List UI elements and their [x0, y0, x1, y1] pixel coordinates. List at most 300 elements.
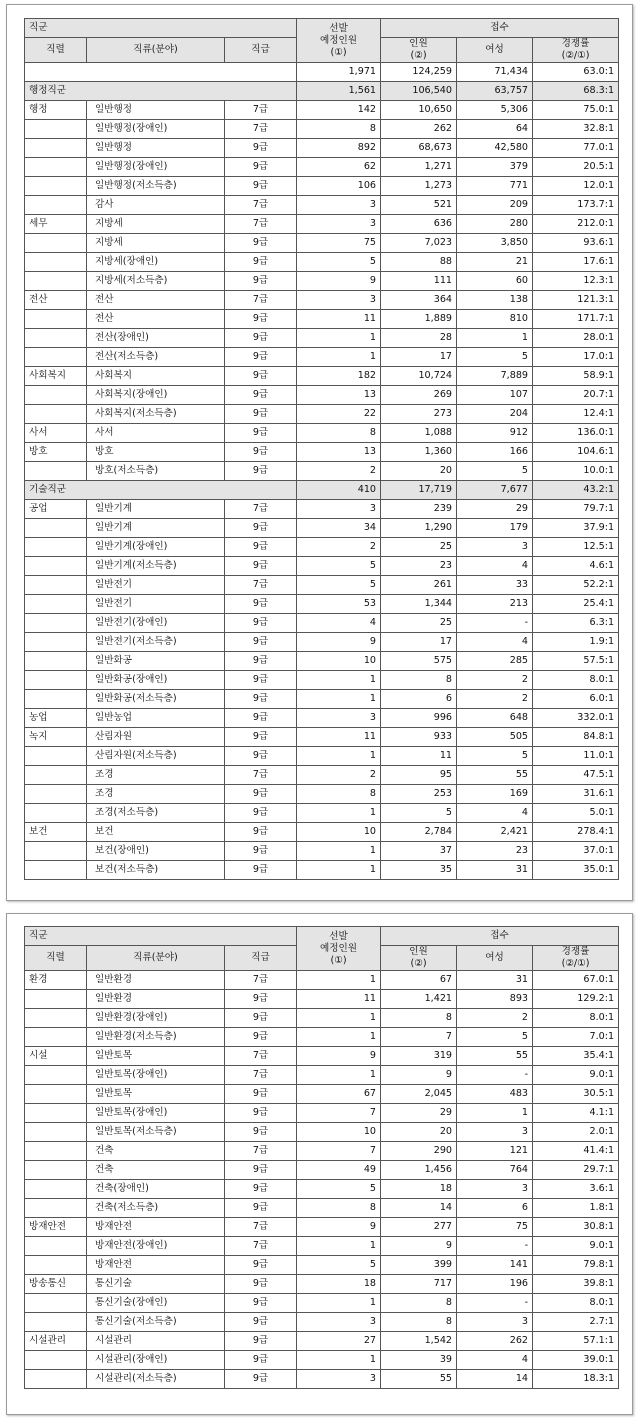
inwon-cell: 25 — [381, 614, 457, 633]
jikryeol-cell — [25, 1009, 87, 1028]
inwon-cell: 399 — [381, 1256, 457, 1275]
jikryeol-cell — [25, 348, 87, 367]
jikryeol-cell — [25, 633, 87, 652]
yeoseong-cell: 21 — [457, 253, 533, 272]
yeoseong-cell: 23 — [457, 842, 533, 861]
jikryeol-cell — [25, 538, 87, 557]
jikryu-cell: 시설관리(장애인) — [87, 1351, 225, 1370]
jikryu-cell: 전산(장애인) — [87, 329, 225, 348]
jikryu-cell: 시설관리 — [87, 1332, 225, 1351]
ratio-cell: 79.8:1 — [533, 1256, 619, 1275]
jikryu-cell: 일반행정 — [87, 139, 225, 158]
seonbal-cell: 9 — [297, 1047, 381, 1066]
jikgeup-cell: 9급 — [225, 177, 297, 196]
jikgeup-cell: 9급 — [225, 1123, 297, 1142]
table-row — [25, 234, 619, 253]
jikgeup-cell: 7급 — [225, 971, 297, 990]
yeoseong-cell: - — [457, 1237, 533, 1256]
jikryu-cell: 일반기계(저소득층) — [87, 557, 225, 576]
jikryeol-cell — [25, 1161, 87, 1180]
jikryu-cell: 일반행정 — [87, 101, 225, 120]
inwon-cell: 10,650 — [381, 101, 457, 120]
table-row — [25, 367, 619, 386]
header-yeoseong: 여성 — [457, 946, 533, 971]
yeoseong-cell: 2 — [457, 1009, 533, 1028]
jikryeol-cell: 방재안전 — [25, 1218, 87, 1237]
ratio-cell: 136.0:1 — [533, 424, 619, 443]
yeoseong-cell: 71,434 — [457, 63, 533, 82]
yeoseong-cell: 7,889 — [457, 367, 533, 386]
yeoseong-cell: - — [457, 1294, 533, 1313]
jikryeol-cell — [25, 595, 87, 614]
table-body-1 — [25, 63, 619, 880]
jikryeol-cell — [25, 804, 87, 823]
ratio-cell: 57.5:1 — [533, 652, 619, 671]
yeoseong-cell: 121 — [457, 1142, 533, 1161]
table-row — [25, 291, 619, 310]
ratio-cell: 332.0:1 — [533, 709, 619, 728]
seonbal-cell: 7 — [297, 1104, 381, 1123]
jikryeol-cell: 행정 — [25, 101, 87, 120]
jikryeol-cell: 사회복지 — [25, 367, 87, 386]
jikryu-cell: 일반토목(장애인) — [87, 1066, 225, 1085]
jikgeup-cell: 9급 — [225, 1199, 297, 1218]
ratio-cell: 30.5:1 — [533, 1085, 619, 1104]
jikryu-cell: 일반환경 — [87, 971, 225, 990]
jikryu-cell: 일반행정(장애인) — [87, 120, 225, 139]
table-row — [25, 120, 619, 139]
inwon-cell: 17,719 — [381, 481, 457, 500]
inwon-cell: 1,421 — [381, 990, 457, 1009]
inwon-cell: 67 — [381, 971, 457, 990]
table-row — [25, 785, 619, 804]
jikryu-cell: 일반행정(저소득층) — [87, 177, 225, 196]
inwon-cell: 1,271 — [381, 158, 457, 177]
yeoseong-cell: 483 — [457, 1085, 533, 1104]
yeoseong-cell: 55 — [457, 1047, 533, 1066]
jikryu-cell: 사서 — [87, 424, 225, 443]
inwon-cell: 17 — [381, 348, 457, 367]
yeoseong-cell: 4 — [457, 804, 533, 823]
ratio-cell: 173.7:1 — [533, 196, 619, 215]
ratio-cell: 12.0:1 — [533, 177, 619, 196]
ratio-cell: 77.0:1 — [533, 139, 619, 158]
jikgeup-cell: 9급 — [225, 990, 297, 1009]
jikryu-cell: 건축(저소득층) — [87, 1199, 225, 1218]
seonbal-cell: 10 — [297, 1123, 381, 1142]
inwon-cell: 11 — [381, 747, 457, 766]
seonbal-cell: 13 — [297, 443, 381, 462]
seonbal-cell: 22 — [297, 405, 381, 424]
table-row — [25, 747, 619, 766]
jikryu-cell: 방재안전 — [87, 1256, 225, 1275]
yeoseong-cell: 5,306 — [457, 101, 533, 120]
seonbal-cell: 1 — [297, 348, 381, 367]
jikryu-cell: 일반기계 — [87, 500, 225, 519]
ratio-cell: 121.3:1 — [533, 291, 619, 310]
jikryu-cell: 보건(저소득층) — [87, 861, 225, 880]
seonbal-cell: 1,561 — [297, 82, 381, 101]
yeoseong-cell: 5 — [457, 747, 533, 766]
jikryeol-cell — [25, 576, 87, 595]
jikgeup-cell: 9급 — [225, 1009, 297, 1028]
jikgeup-cell: 9급 — [225, 386, 297, 405]
ratio-cell: 3.6:1 — [533, 1180, 619, 1199]
jikryeol-cell — [25, 1351, 87, 1370]
inwon-cell: 261 — [381, 576, 457, 595]
table-row — [25, 1123, 619, 1142]
jikgeup-cell: 9급 — [225, 310, 297, 329]
seonbal-cell: 1 — [297, 1028, 381, 1047]
inwon-cell: 239 — [381, 500, 457, 519]
jikgeup-cell: 9급 — [225, 234, 297, 253]
jikryeol-cell — [25, 1370, 87, 1389]
ratio-cell: 20.5:1 — [533, 158, 619, 177]
table-row — [25, 462, 619, 481]
inwon-cell: 23 — [381, 557, 457, 576]
jikryeol-cell — [25, 557, 87, 576]
jikryu-cell: 일반기계(장애인) — [87, 538, 225, 557]
inwon-cell: 8 — [381, 1294, 457, 1313]
ratio-cell: 75.0:1 — [533, 101, 619, 120]
jikryeol-cell — [25, 671, 87, 690]
ratio-cell: 63.0:1 — [533, 63, 619, 82]
ratio-cell: 1.9:1 — [533, 633, 619, 652]
table-row — [25, 1085, 619, 1104]
jikryeol-cell — [25, 1085, 87, 1104]
jikgeup-cell: 9급 — [225, 842, 297, 861]
table-row — [25, 386, 619, 405]
jikryu-cell: 일반토목 — [87, 1047, 225, 1066]
jikryeol-cell: 세무 — [25, 215, 87, 234]
yeoseong-cell: 213 — [457, 595, 533, 614]
inwon-cell: 35 — [381, 861, 457, 880]
yeoseong-cell: 2 — [457, 690, 533, 709]
ratio-cell: 68.3:1 — [533, 82, 619, 101]
yeoseong-cell: 3 — [457, 538, 533, 557]
yeoseong-cell: 204 — [457, 405, 533, 424]
jikryeol-cell — [25, 1256, 87, 1275]
yeoseong-cell: 1 — [457, 1104, 533, 1123]
jikgeup-cell: 7급 — [225, 196, 297, 215]
seonbal-cell: 1 — [297, 842, 381, 861]
jikryu-cell: 일반행정(장애인) — [87, 158, 225, 177]
inwon-cell: 17 — [381, 633, 457, 652]
ratio-cell: 278.4:1 — [533, 823, 619, 842]
seonbal-cell: 10 — [297, 652, 381, 671]
seonbal-cell: 3 — [297, 1370, 381, 1389]
jikryeol-cell — [25, 785, 87, 804]
seonbal-cell: 4 — [297, 614, 381, 633]
seonbal-cell: 8 — [297, 785, 381, 804]
inwon-cell: 28 — [381, 329, 457, 348]
inwon-cell: 8 — [381, 671, 457, 690]
jikryu-cell: 건축 — [87, 1161, 225, 1180]
table-row — [25, 253, 619, 272]
jikryu-cell: 일반기계 — [87, 519, 225, 538]
jikryu-cell: 전산 — [87, 310, 225, 329]
table-row — [25, 1275, 619, 1294]
jikgeup-cell: 7급 — [225, 576, 297, 595]
yeoseong-cell: 2 — [457, 671, 533, 690]
seonbal-cell: 75 — [297, 234, 381, 253]
inwon-cell: 1,273 — [381, 177, 457, 196]
jikryu-cell: 지방세 — [87, 215, 225, 234]
table-row — [25, 1313, 619, 1332]
jikgeup-cell: 9급 — [225, 329, 297, 348]
ratio-cell: 8.0:1 — [533, 1294, 619, 1313]
jikryeol-cell — [25, 766, 87, 785]
inwon-cell: 39 — [381, 1351, 457, 1370]
jikgeup-cell: 9급 — [225, 1256, 297, 1275]
header-seonbal: 선발 예정인원 (①) — [297, 927, 381, 971]
jikryu-cell: 일반화공(장애인) — [87, 671, 225, 690]
table-row — [25, 971, 619, 990]
seonbal-cell: 18 — [297, 1275, 381, 1294]
ratio-cell: 25.4:1 — [533, 595, 619, 614]
jikryeol-cell: 전산 — [25, 291, 87, 310]
yeoseong-cell: 5 — [457, 462, 533, 481]
yeoseong-cell: 209 — [457, 196, 533, 215]
seonbal-cell: 34 — [297, 519, 381, 538]
inwon-cell: 111 — [381, 272, 457, 291]
table-row — [25, 728, 619, 747]
jikryu-cell: 방호 — [87, 443, 225, 462]
seonbal-cell: 9 — [297, 1218, 381, 1237]
seonbal-cell: 1 — [297, 747, 381, 766]
ratio-cell: 39.8:1 — [533, 1275, 619, 1294]
table-row — [25, 690, 619, 709]
seonbal-cell: 3 — [297, 196, 381, 215]
jikryu-cell: 통신기술(저소득층) — [87, 1313, 225, 1332]
table-row — [25, 538, 619, 557]
jikgeup-cell: 9급 — [225, 823, 297, 842]
inwon-cell: 2,045 — [381, 1085, 457, 1104]
jikryu-cell: 전산 — [87, 291, 225, 310]
header-jikgun: 직군 — [25, 927, 297, 946]
yeoseong-cell: 5 — [457, 1028, 533, 1047]
table-row — [25, 709, 619, 728]
ratio-cell: 7.0:1 — [533, 1028, 619, 1047]
inwon-cell: 20 — [381, 462, 457, 481]
table-row — [25, 652, 619, 671]
seonbal-cell: 5 — [297, 1256, 381, 1275]
jikgeup-cell: 9급 — [225, 424, 297, 443]
inwon-cell: 717 — [381, 1275, 457, 1294]
seonbal-cell: 3 — [297, 709, 381, 728]
header-ratio: 경쟁률 (②/①) — [533, 946, 619, 971]
jikryeol-cell — [25, 253, 87, 272]
table-row — [25, 1161, 619, 1180]
header-inwon: 인원 (②) — [381, 38, 457, 63]
yeoseong-cell: 285 — [457, 652, 533, 671]
jikryu-cell: 일반전기 — [87, 595, 225, 614]
jikgeup-cell: 9급 — [225, 804, 297, 823]
yeoseong-cell: 29 — [457, 500, 533, 519]
yeoseong-cell: 2,421 — [457, 823, 533, 842]
header-jikryeol: 직렬 — [25, 38, 87, 63]
yeoseong-cell: 262 — [457, 1332, 533, 1351]
ratio-cell: 93.6:1 — [533, 234, 619, 253]
inwon-cell: 575 — [381, 652, 457, 671]
ratio-cell: 6.3:1 — [533, 614, 619, 633]
seonbal-cell: 3 — [297, 291, 381, 310]
inwon-cell: 18 — [381, 1180, 457, 1199]
yeoseong-cell: 196 — [457, 1275, 533, 1294]
ratio-cell: 30.8:1 — [533, 1218, 619, 1237]
jikgeup-cell: 9급 — [225, 1351, 297, 1370]
jikryeol-cell: 시설관리 — [25, 1332, 87, 1351]
jikryu-cell: 지방세(저소득층) — [87, 272, 225, 291]
inwon-cell: 7,023 — [381, 234, 457, 253]
seonbal-cell: 1 — [297, 971, 381, 990]
jikgeup-cell: 9급 — [225, 1275, 297, 1294]
jikryeol-cell: 녹지 — [25, 728, 87, 747]
jikgeup-cell: 9급 — [225, 652, 297, 671]
header-jikryeol: 직렬 — [25, 946, 87, 971]
table-row — [25, 158, 619, 177]
jikryu-cell: 일반환경(장애인) — [87, 1009, 225, 1028]
jikryeol-cell: 시설 — [25, 1047, 87, 1066]
inwon-cell: 37 — [381, 842, 457, 861]
table-row — [25, 1256, 619, 1275]
ratio-cell: 58.9:1 — [533, 367, 619, 386]
ratio-cell: 18.3:1 — [533, 1370, 619, 1389]
inwon-cell: 9 — [381, 1237, 457, 1256]
jikryeol-cell — [25, 329, 87, 348]
jikryeol-cell — [25, 519, 87, 538]
jikgeup-cell: 9급 — [225, 690, 297, 709]
inwon-cell: 55 — [381, 1370, 457, 1389]
jikryeol-cell — [25, 1294, 87, 1313]
ratio-cell: 11.0:1 — [533, 747, 619, 766]
yeoseong-cell: 33 — [457, 576, 533, 595]
table-row — [25, 329, 619, 348]
seonbal-cell: 142 — [297, 101, 381, 120]
inwon-cell: 29 — [381, 1104, 457, 1123]
header-ratio: 경쟁률 (②/①) — [533, 38, 619, 63]
seonbal-cell: 1 — [297, 861, 381, 880]
jikryu-cell: 조경 — [87, 785, 225, 804]
table-row — [25, 1218, 619, 1237]
jikryeol-cell — [25, 1237, 87, 1256]
jikryeol-cell — [25, 1199, 87, 1218]
jikryu-cell: 일반화공 — [87, 652, 225, 671]
header-jikgun: 직군 — [25, 19, 297, 38]
ratio-cell: 104.6:1 — [533, 443, 619, 462]
jikryu-cell: 보건(장애인) — [87, 842, 225, 861]
inwon-cell: 2,784 — [381, 823, 457, 842]
jikryeol-cell — [25, 1028, 87, 1047]
ratio-cell: 212.0:1 — [533, 215, 619, 234]
seonbal-cell: 1,971 — [297, 63, 381, 82]
yeoseong-cell: 3 — [457, 1180, 533, 1199]
jikryu-cell: 통신기술(장애인) — [87, 1294, 225, 1313]
table-row — [25, 405, 619, 424]
table-row — [25, 576, 619, 595]
yeoseong-cell: 169 — [457, 785, 533, 804]
ratio-cell: 8.0:1 — [533, 1009, 619, 1028]
jikgeup-cell: 9급 — [225, 861, 297, 880]
jikryeol-cell — [25, 1313, 87, 1332]
jikryu-cell: 사회복지(장애인) — [87, 386, 225, 405]
inwon-cell: 521 — [381, 196, 457, 215]
seonbal-cell: 8 — [297, 424, 381, 443]
seonbal-cell: 1 — [297, 671, 381, 690]
inwon-cell: 996 — [381, 709, 457, 728]
jikgeup-cell: 9급 — [225, 519, 297, 538]
seonbal-cell: 7 — [297, 1142, 381, 1161]
seonbal-cell: 3 — [297, 1313, 381, 1332]
jikryeol-cell — [25, 139, 87, 158]
ratio-cell: 17.6:1 — [533, 253, 619, 272]
jikryu-cell: 일반농업 — [87, 709, 225, 728]
ratio-cell: 9.0:1 — [533, 1237, 619, 1256]
jikryu-cell: 시설관리(저소득층) — [87, 1370, 225, 1389]
jikryeol-cell — [25, 462, 87, 481]
seonbal-cell: 2 — [297, 462, 381, 481]
seonbal-cell: 106 — [297, 177, 381, 196]
yeoseong-cell: 280 — [457, 215, 533, 234]
table-row — [25, 101, 619, 120]
seonbal-cell: 8 — [297, 1199, 381, 1218]
jikgeup-cell: 9급 — [225, 1332, 297, 1351]
yeoseong-cell: 3,850 — [457, 234, 533, 253]
jikryeol-cell — [25, 405, 87, 424]
inwon-cell: 14 — [381, 1199, 457, 1218]
table-row — [25, 595, 619, 614]
jikryeol-cell — [25, 614, 87, 633]
table-row — [25, 861, 619, 880]
table-row — [25, 804, 619, 823]
jikryu-cell: 일반환경 — [87, 990, 225, 1009]
inwon-cell: 319 — [381, 1047, 457, 1066]
jikgeup-cell: 9급 — [225, 1370, 297, 1389]
jikgeup-cell: 7급 — [225, 1237, 297, 1256]
ratio-cell: 41.4:1 — [533, 1142, 619, 1161]
inwon-cell: 277 — [381, 1218, 457, 1237]
jikryeol-cell — [25, 690, 87, 709]
table-row — [25, 1332, 619, 1351]
ratio-cell: 129.2:1 — [533, 990, 619, 1009]
jikryeol-cell — [25, 861, 87, 880]
seonbal-cell: 3 — [297, 215, 381, 234]
seonbal-cell: 1 — [297, 1237, 381, 1256]
inwon-cell: 290 — [381, 1142, 457, 1161]
ratio-cell: 5.0:1 — [533, 804, 619, 823]
ratio-cell: 79.7:1 — [533, 500, 619, 519]
inwon-cell: 68,673 — [381, 139, 457, 158]
ratio-cell: 57.1:1 — [533, 1332, 619, 1351]
jikryu-cell: 지방세 — [87, 234, 225, 253]
jikgeup-cell: 9급 — [225, 348, 297, 367]
jikryu-cell: 방재안전(장애인) — [87, 1237, 225, 1256]
jikryeol-cell — [25, 652, 87, 671]
jikryu-cell: 일반토목(저소득층) — [87, 1123, 225, 1142]
yeoseong-cell: 1 — [457, 329, 533, 348]
yeoseong-cell: - — [457, 1066, 533, 1085]
table-row — [25, 614, 619, 633]
yeoseong-cell: 31 — [457, 861, 533, 880]
table-row — [25, 1009, 619, 1028]
ratio-cell: 47.5:1 — [533, 766, 619, 785]
yeoseong-cell: 64 — [457, 120, 533, 139]
jikryu-cell: 지방세(장애인) — [87, 253, 225, 272]
jikryeol-cell — [25, 310, 87, 329]
yeoseong-cell: 14 — [457, 1370, 533, 1389]
inwon-cell: 124,259 — [381, 63, 457, 82]
header-jikryu: 직류(분야) — [87, 946, 225, 971]
